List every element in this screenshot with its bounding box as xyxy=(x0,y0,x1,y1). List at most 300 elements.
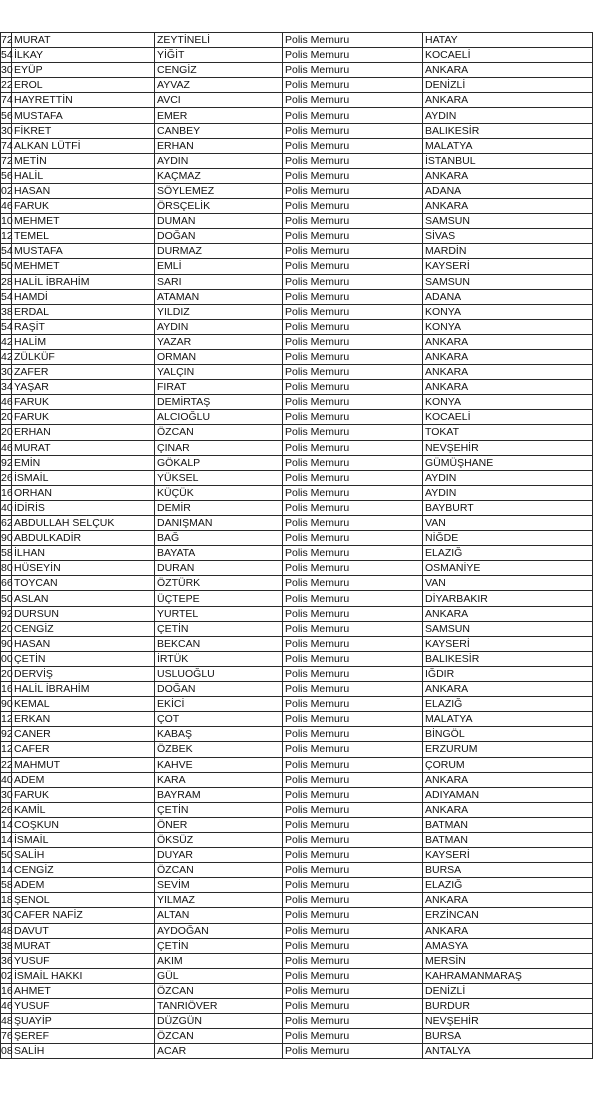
surname-cell: CANBEY xyxy=(155,123,283,138)
row-number-cell: 30 xyxy=(1,124,13,137)
job-title-cell: Polis Memuru xyxy=(283,244,423,259)
first-name-cell: CANER xyxy=(12,727,155,742)
city-cell: ANTALYA xyxy=(423,1044,593,1059)
table-row xyxy=(1,863,593,878)
job-title-cell: Polis Memuru xyxy=(283,78,423,93)
row-number-cell: 58 xyxy=(1,547,13,560)
row-number-cell: 66 xyxy=(1,577,13,590)
city-cell: KAYSERİ xyxy=(423,259,593,274)
first-name-cell: HALİL xyxy=(12,168,155,183)
table-row xyxy=(1,199,593,214)
personnel-table-body xyxy=(1,33,593,1059)
first-name-cell: MURAT xyxy=(12,440,155,455)
job-title-cell: Polis Memuru xyxy=(283,802,423,817)
city-cell: ANKARA xyxy=(423,334,593,349)
job-title-cell: Polis Memuru xyxy=(283,606,423,621)
table-row xyxy=(1,757,593,772)
first-name-cell: CENGİZ xyxy=(12,621,155,636)
job-title-cell: Polis Memuru xyxy=(283,817,423,832)
city-cell: IĞDIR xyxy=(423,666,593,681)
job-title-cell: Polis Memuru xyxy=(283,893,423,908)
first-name-cell: İDİRİS xyxy=(12,500,155,515)
first-name-cell: DURSUN xyxy=(12,606,155,621)
city-cell: KONYA xyxy=(423,304,593,319)
row-number-cell: 20 xyxy=(1,622,13,635)
surname-cell: KAÇMAZ xyxy=(155,168,283,183)
job-title-cell: Polis Memuru xyxy=(283,93,423,108)
city-cell: ADANA xyxy=(423,289,593,304)
table-row xyxy=(1,531,593,546)
surname-cell: ÖZCAN xyxy=(155,425,283,440)
surname-cell: BAĞ xyxy=(155,531,283,546)
table-row xyxy=(1,93,593,108)
job-title-cell: Polis Memuru xyxy=(283,153,423,168)
row-number-cell: 74 xyxy=(1,94,13,107)
city-cell: SİVAS xyxy=(423,229,593,244)
surname-cell: İRTÜK xyxy=(155,651,283,666)
table-row xyxy=(1,380,593,395)
row-number-cell: 54 xyxy=(1,320,13,333)
first-name-cell: EYÜP xyxy=(12,63,155,78)
surname-cell: YALÇIN xyxy=(155,365,283,380)
job-title-cell: Polis Memuru xyxy=(283,697,423,712)
surname-cell: ÖZBEK xyxy=(155,742,283,757)
first-name-cell: MURAT xyxy=(12,938,155,953)
first-name-cell: TOYCAN xyxy=(12,576,155,591)
job-title-cell: Polis Memuru xyxy=(283,199,423,214)
surname-cell: AYVAZ xyxy=(155,78,283,93)
row-number-cell: 54 xyxy=(1,290,13,303)
city-cell: ERZİNCAN xyxy=(423,908,593,923)
first-name-cell: KAMİL xyxy=(12,802,155,817)
first-name-cell: FARUK xyxy=(12,199,155,214)
first-name-cell: METİN xyxy=(12,153,155,168)
surname-cell: DOĞAN xyxy=(155,229,283,244)
job-title-cell: Polis Memuru xyxy=(283,682,423,697)
job-title-cell: Polis Memuru xyxy=(283,863,423,878)
city-cell: ANKARA xyxy=(423,168,593,183)
table-row xyxy=(1,410,593,425)
city-cell: KOCAELİ xyxy=(423,410,593,425)
job-title-cell: Polis Memuru xyxy=(283,968,423,983)
row-number-cell: 48 xyxy=(1,924,13,937)
surname-cell: YURTEL xyxy=(155,606,283,621)
table-row xyxy=(1,365,593,380)
first-name-cell: SALİH xyxy=(12,1044,155,1059)
table-row xyxy=(1,123,593,138)
surname-cell: ÖZCAN xyxy=(155,863,283,878)
city-cell: DENİZLİ xyxy=(423,78,593,93)
table-row xyxy=(1,772,593,787)
job-title-cell: Polis Memuru xyxy=(283,304,423,319)
table-row xyxy=(1,999,593,1014)
job-title-cell: Polis Memuru xyxy=(283,380,423,395)
row-number-cell: 42 xyxy=(1,335,13,348)
job-title-cell: Polis Memuru xyxy=(283,334,423,349)
city-cell: SAMSUN xyxy=(423,274,593,289)
table-row xyxy=(1,455,593,470)
table-row xyxy=(1,908,593,923)
first-name-cell: HALİL İBRAHİM xyxy=(12,682,155,697)
first-name-cell: HASAN xyxy=(12,183,155,198)
table-row xyxy=(1,183,593,198)
personnel-list-sheet xyxy=(0,32,594,1059)
surname-cell: YİĞİT xyxy=(155,48,283,63)
table-row xyxy=(1,636,593,651)
surname-cell: GÖKALP xyxy=(155,455,283,470)
first-name-cell: SALİH xyxy=(12,848,155,863)
first-name-cell: MURAT xyxy=(12,33,155,48)
first-name-cell: FİKRET xyxy=(12,123,155,138)
surname-cell: YAZAR xyxy=(155,334,283,349)
first-name-cell: TEMEL xyxy=(12,229,155,244)
job-title-cell: Polis Memuru xyxy=(283,485,423,500)
job-title-cell: Polis Memuru xyxy=(283,953,423,968)
row-number-cell: 26 xyxy=(1,803,13,816)
city-cell: ADANA xyxy=(423,183,593,198)
table-row xyxy=(1,591,593,606)
row-number-cell: 12 xyxy=(1,230,13,243)
table-row xyxy=(1,274,593,289)
table-row xyxy=(1,968,593,983)
city-cell: AMASYA xyxy=(423,938,593,953)
table-row xyxy=(1,832,593,847)
row-number-cell: 56 xyxy=(1,109,13,122)
first-name-cell: YUSUF xyxy=(12,999,155,1014)
job-title-cell: Polis Memuru xyxy=(283,848,423,863)
city-cell: BALIKESİR xyxy=(423,651,593,666)
row-number-cell: 92 xyxy=(1,728,13,741)
first-name-cell: ASLAN xyxy=(12,591,155,606)
first-name-cell: HASAN xyxy=(12,636,155,651)
first-name-cell: CAFER xyxy=(12,742,155,757)
row-number-cell: 54 xyxy=(1,245,13,258)
row-number-cell: 16 xyxy=(1,486,13,499)
surname-cell: YILDIZ xyxy=(155,304,283,319)
table-row xyxy=(1,1044,593,1059)
job-title-cell: Polis Memuru xyxy=(283,48,423,63)
job-title-cell: Polis Memuru xyxy=(283,1044,423,1059)
surname-cell: DÜZGÜN xyxy=(155,1014,283,1029)
table-row xyxy=(1,48,593,63)
city-cell: ANKARA xyxy=(423,802,593,817)
row-number-cell: 00 xyxy=(1,652,13,665)
row-number-cell: 30 xyxy=(1,366,13,379)
table-row xyxy=(1,621,593,636)
city-cell: KAHRAMANMARAŞ xyxy=(423,968,593,983)
city-cell: KAYSERİ xyxy=(423,848,593,863)
job-title-cell: Polis Memuru xyxy=(283,742,423,757)
row-number-cell: 02 xyxy=(1,969,13,982)
job-title-cell: Polis Memuru xyxy=(283,455,423,470)
surname-cell: YILMAZ xyxy=(155,893,283,908)
row-number-cell: 20 xyxy=(1,667,13,680)
city-cell: ANKARA xyxy=(423,365,593,380)
surname-cell: ÇETİN xyxy=(155,938,283,953)
city-cell: BURSA xyxy=(423,1029,593,1044)
city-cell: KAYSERİ xyxy=(423,636,593,651)
city-cell: SAMSUN xyxy=(423,214,593,229)
surname-cell: ÇETİN xyxy=(155,621,283,636)
surname-cell: DUMAN xyxy=(155,214,283,229)
job-title-cell: Polis Memuru xyxy=(283,440,423,455)
job-title-cell: Polis Memuru xyxy=(283,395,423,410)
row-number-cell: 14 xyxy=(1,818,13,831)
first-name-cell: İSMAİL xyxy=(12,470,155,485)
row-number-cell: 80 xyxy=(1,562,13,575)
first-name-cell: HALİM xyxy=(12,334,155,349)
city-cell: AYDIN xyxy=(423,485,593,500)
table-row xyxy=(1,727,593,742)
city-cell: ANKARA xyxy=(423,63,593,78)
first-name-cell: EMİN xyxy=(12,455,155,470)
surname-cell: KABAŞ xyxy=(155,727,283,742)
city-cell: OSMANİYE xyxy=(423,561,593,576)
surname-cell: ÜÇTEPE xyxy=(155,591,283,606)
surname-cell: KARA xyxy=(155,772,283,787)
table-row xyxy=(1,576,593,591)
first-name-cell: ZAFER xyxy=(12,365,155,380)
city-cell: NİĞDE xyxy=(423,531,593,546)
table-row xyxy=(1,712,593,727)
surname-cell: DURMAZ xyxy=(155,244,283,259)
row-number-cell: 90 xyxy=(1,637,13,650)
surname-cell: ACAR xyxy=(155,1044,283,1059)
city-cell: ELAZIĞ xyxy=(423,546,593,561)
job-title-cell: Polis Memuru xyxy=(283,923,423,938)
table-row xyxy=(1,697,593,712)
row-number-cell: 22 xyxy=(1,758,13,771)
first-name-cell: HAYRETTİN xyxy=(12,93,155,108)
row-number-cell: 18 xyxy=(1,894,13,907)
first-name-cell: FARUK xyxy=(12,787,155,802)
job-title-cell: Polis Memuru xyxy=(283,123,423,138)
first-name-cell: ERDAL xyxy=(12,304,155,319)
table-row xyxy=(1,229,593,244)
surname-cell: GÜL xyxy=(155,968,283,983)
city-cell: ANKARA xyxy=(423,349,593,364)
table-row xyxy=(1,334,593,349)
surname-cell: DEMİR xyxy=(155,500,283,515)
job-title-cell: Polis Memuru xyxy=(283,651,423,666)
table-row xyxy=(1,470,593,485)
surname-cell: SEVİM xyxy=(155,878,283,893)
job-title-cell: Polis Memuru xyxy=(283,425,423,440)
row-number-cell: 38 xyxy=(1,939,13,952)
city-cell: NEVŞEHİR xyxy=(423,1014,593,1029)
first-name-cell: FARUK xyxy=(12,410,155,425)
job-title-cell: Polis Memuru xyxy=(283,365,423,380)
first-name-cell: KEMAL xyxy=(12,697,155,712)
job-title-cell: Polis Memuru xyxy=(283,561,423,576)
table-row xyxy=(1,153,593,168)
row-number-cell: 56 xyxy=(1,169,13,182)
job-title-cell: Polis Memuru xyxy=(283,878,423,893)
surname-cell: ORMAN xyxy=(155,349,283,364)
surname-cell: AYDIN xyxy=(155,319,283,334)
city-cell: ANKARA xyxy=(423,199,593,214)
table-row xyxy=(1,259,593,274)
table-row xyxy=(1,651,593,666)
row-number-cell: 50 xyxy=(1,849,13,862)
table-row xyxy=(1,938,593,953)
surname-cell: EMLİ xyxy=(155,259,283,274)
surname-cell: EKİCİ xyxy=(155,697,283,712)
first-name-cell: İSMAİL xyxy=(12,832,155,847)
city-cell: ANKARA xyxy=(423,923,593,938)
row-number-cell: 76 xyxy=(1,1030,13,1043)
surname-cell: DANIŞMAN xyxy=(155,516,283,531)
row-number-cell: 62 xyxy=(1,517,13,530)
city-cell: VAN xyxy=(423,576,593,591)
job-title-cell: Polis Memuru xyxy=(283,983,423,998)
city-cell: BATMAN xyxy=(423,832,593,847)
table-row xyxy=(1,742,593,757)
job-title-cell: Polis Memuru xyxy=(283,636,423,651)
first-name-cell: MAHMUT xyxy=(12,757,155,772)
surname-cell: ÇINAR xyxy=(155,440,283,455)
row-number-cell: 46 xyxy=(1,441,13,454)
row-number-cell: 14 xyxy=(1,864,13,877)
first-name-cell: COŞKUN xyxy=(12,817,155,832)
row-number-cell: 42 xyxy=(1,351,13,364)
row-number-cell: 28 xyxy=(1,275,13,288)
city-cell: AYDIN xyxy=(423,108,593,123)
city-cell: ELAZIĞ xyxy=(423,697,593,712)
table-row xyxy=(1,138,593,153)
job-title-cell: Polis Memuru xyxy=(283,259,423,274)
table-row xyxy=(1,1029,593,1044)
row-number-cell: 72 xyxy=(1,34,13,47)
first-name-cell: ADEM xyxy=(12,772,155,787)
job-title-cell: Polis Memuru xyxy=(283,1014,423,1029)
job-title-cell: Polis Memuru xyxy=(283,531,423,546)
city-cell: NEVŞEHİR xyxy=(423,440,593,455)
job-title-cell: Polis Memuru xyxy=(283,470,423,485)
table-row xyxy=(1,606,593,621)
table-row xyxy=(1,33,593,48)
surname-cell: FIRAT xyxy=(155,380,283,395)
first-name-cell: İLHAN xyxy=(12,546,155,561)
surname-cell: USLUOĞLU xyxy=(155,666,283,681)
job-title-cell: Polis Memuru xyxy=(283,772,423,787)
surname-cell: ÇOT xyxy=(155,712,283,727)
job-title-cell: Polis Memuru xyxy=(283,500,423,515)
job-title-cell: Polis Memuru xyxy=(283,712,423,727)
table-row xyxy=(1,516,593,531)
surname-cell: ÖRSÇELİK xyxy=(155,199,283,214)
table-row xyxy=(1,848,593,863)
row-number-cell: 72 xyxy=(1,154,13,167)
city-cell: ANKARA xyxy=(423,893,593,908)
row-number-cell: 46 xyxy=(1,396,13,409)
city-cell: GÜMÜŞHANE xyxy=(423,455,593,470)
job-title-cell: Polis Memuru xyxy=(283,410,423,425)
row-number-cell: 30 xyxy=(1,788,13,801)
job-title-cell: Polis Memuru xyxy=(283,319,423,334)
first-name-cell: ŞUAYİP xyxy=(12,1014,155,1029)
first-name-cell: ABDULKADİR xyxy=(12,531,155,546)
table-row xyxy=(1,817,593,832)
row-number-cell: 26 xyxy=(1,471,13,484)
table-row xyxy=(1,440,593,455)
city-cell: ANKARA xyxy=(423,682,593,697)
row-number-cell: 12 xyxy=(1,743,13,756)
row-number-cell: 90 xyxy=(1,532,13,545)
city-cell: SAMSUN xyxy=(423,621,593,636)
job-title-cell: Polis Memuru xyxy=(283,33,423,48)
first-name-cell: CENGİZ xyxy=(12,863,155,878)
row-number-cell: 90 xyxy=(1,698,13,711)
table-row xyxy=(1,878,593,893)
city-cell: ANKARA xyxy=(423,380,593,395)
surname-cell: SÖYLEMEZ xyxy=(155,183,283,198)
first-name-cell: MEHMET xyxy=(12,259,155,274)
row-number-cell: 22 xyxy=(1,79,13,92)
job-title-cell: Polis Memuru xyxy=(283,938,423,953)
table-row xyxy=(1,1014,593,1029)
row-number-cell: 54 xyxy=(1,49,13,62)
first-name-cell: AHMET xyxy=(12,983,155,998)
row-number-cell: 40 xyxy=(1,773,13,786)
table-row xyxy=(1,244,593,259)
row-number-cell: 14 xyxy=(1,834,13,847)
row-number-cell: 48 xyxy=(1,1015,13,1028)
row-number-cell: 50 xyxy=(1,260,13,273)
job-title-cell: Polis Memuru xyxy=(283,138,423,153)
city-cell: HATAY xyxy=(423,33,593,48)
job-title-cell: Polis Memuru xyxy=(283,229,423,244)
first-name-cell: YUSUF xyxy=(12,953,155,968)
city-cell: BİNGÖL xyxy=(423,727,593,742)
table-row xyxy=(1,802,593,817)
city-cell: TOKAT xyxy=(423,425,593,440)
city-cell: ADIYAMAN xyxy=(423,787,593,802)
surname-cell: ALTAN xyxy=(155,908,283,923)
surname-cell: BAYRAM xyxy=(155,787,283,802)
first-name-cell: FARUK xyxy=(12,395,155,410)
first-name-cell: ERKAN xyxy=(12,712,155,727)
job-title-cell: Polis Memuru xyxy=(283,183,423,198)
first-name-cell: YAŞAR xyxy=(12,380,155,395)
surname-cell: DOĞAN xyxy=(155,682,283,697)
city-cell: DENİZLİ xyxy=(423,983,593,998)
city-cell: KONYA xyxy=(423,395,593,410)
surname-cell: KAHVE xyxy=(155,757,283,772)
row-number-cell: 12 xyxy=(1,713,13,726)
job-title-cell: Polis Memuru xyxy=(283,349,423,364)
first-name-cell: MEHMET xyxy=(12,214,155,229)
surname-cell: ZEYTİNELİ xyxy=(155,33,283,48)
surname-cell: CENGİZ xyxy=(155,63,283,78)
job-title-cell: Polis Memuru xyxy=(283,787,423,802)
job-title-cell: Polis Memuru xyxy=(283,621,423,636)
first-name-cell: DERVİŞ xyxy=(12,666,155,681)
row-number-cell: 40 xyxy=(1,501,13,514)
row-number-cell: 20 xyxy=(1,426,13,439)
first-name-cell: ŞEREF xyxy=(12,1029,155,1044)
row-number-cell: 46 xyxy=(1,200,13,213)
table-row xyxy=(1,666,593,681)
surname-cell: DURAN xyxy=(155,561,283,576)
row-number-cell: 58 xyxy=(1,879,13,892)
job-title-cell: Polis Memuru xyxy=(283,591,423,606)
first-name-cell: ZÜLKÜF xyxy=(12,349,155,364)
surname-cell: TANRIÖVER xyxy=(155,999,283,1014)
first-name-cell: İSMAİL HAKKI xyxy=(12,968,155,983)
surname-cell: BAYATA xyxy=(155,546,283,561)
first-name-cell: ŞENOL xyxy=(12,893,155,908)
